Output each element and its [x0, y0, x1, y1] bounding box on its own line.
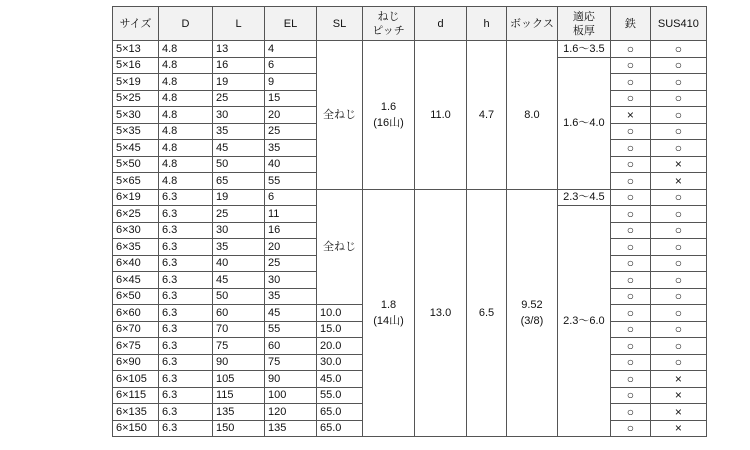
cell-plate-thickness-group5: 1.6〜4.0	[557, 57, 610, 189]
cell-d-outer: 4.8	[159, 41, 213, 58]
cell-d-outer: 6.3	[159, 305, 213, 322]
cell-iron: ○	[610, 420, 650, 437]
cell-el: 135	[265, 420, 317, 437]
cell-el: 11	[265, 206, 317, 223]
cell-iron: ○	[610, 222, 650, 239]
cell-size: 6×30	[113, 222, 159, 239]
cell-el: 60	[265, 338, 317, 355]
cell-iron: ○	[610, 57, 650, 74]
cell-iron: ○	[610, 354, 650, 371]
cell-d-outer: 4.8	[159, 57, 213, 74]
cell-sus410: ○	[650, 206, 706, 223]
cell-d-outer: 6.3	[159, 338, 213, 355]
cell-size: 5×16	[113, 57, 159, 74]
cell-iron: ○	[610, 206, 650, 223]
cell-length: 30	[213, 222, 265, 239]
cell-size: 5×13	[113, 41, 159, 58]
cell-iron: ○	[610, 156, 650, 173]
cell-d-outer: 6.3	[159, 255, 213, 272]
cell-sus410: ×	[650, 371, 706, 388]
cell-size: 6×19	[113, 189, 159, 206]
cell-el: 20	[265, 107, 317, 124]
pitch-threads: (14山)	[373, 314, 404, 327]
cell-d-outer: 6.3	[159, 371, 213, 388]
cell-length: 30	[213, 107, 265, 124]
cell-d-outer: 6.3	[159, 354, 213, 371]
cell-sus410: ○	[650, 123, 706, 140]
cell-length: 75	[213, 338, 265, 355]
cell-size: 5×35	[113, 123, 159, 140]
cell-el: 30	[265, 272, 317, 289]
cell-el: 90	[265, 371, 317, 388]
header-thread-pitch-line1: ねじ	[377, 10, 400, 23]
header-plate-thickness-line2: 板厚	[572, 24, 595, 37]
cell-sus410: ○	[650, 189, 706, 206]
cell-sl: 45.0	[317, 371, 363, 388]
cell-length: 65	[213, 173, 265, 190]
cell-sus410: ○	[650, 354, 706, 371]
header-length: L	[213, 7, 265, 41]
cell-length: 25	[213, 90, 265, 107]
cell-length: 135	[213, 404, 265, 421]
cell-sus410: ○	[650, 140, 706, 157]
cell-iron: ○	[610, 74, 650, 91]
cell-iron: ○	[610, 404, 650, 421]
cell-size: 6×60	[113, 305, 159, 322]
cell-sus410: ○	[650, 41, 706, 58]
cell-sl: 20.0	[317, 338, 363, 355]
cell-sus410: ○	[650, 255, 706, 272]
cell-length: 150	[213, 420, 265, 437]
cell-d-outer: 4.8	[159, 173, 213, 190]
cell-iron: ○	[610, 338, 650, 355]
cell-h-group5: 4.7	[467, 41, 507, 190]
cell-sus410: ○	[650, 74, 706, 91]
cell-sl: 55.0	[317, 387, 363, 404]
header-plate-thickness-line1: 適応	[572, 10, 595, 23]
cell-size: 6×50	[113, 288, 159, 305]
cell-el: 16	[265, 222, 317, 239]
cell-el: 100	[265, 387, 317, 404]
table-row	[113, 189, 707, 206]
cell-el: 35	[265, 288, 317, 305]
cell-sus410: ×	[650, 387, 706, 404]
cell-sus410: ○	[650, 107, 706, 124]
cell-el: 40	[265, 156, 317, 173]
cell-el: 55	[265, 173, 317, 190]
cell-plate-thickness: 2.3〜4.5	[557, 189, 610, 206]
cell-el: 120	[265, 404, 317, 421]
cell-sl: 15.0	[317, 321, 363, 338]
cell-iron: ○	[610, 371, 650, 388]
cell-sus410: ×	[650, 156, 706, 173]
cell-el: 20	[265, 239, 317, 256]
cell-iron: ○	[610, 272, 650, 289]
box-size: 9.52	[521, 298, 543, 311]
cell-el: 25	[265, 255, 317, 272]
cell-sl: 10.0	[317, 305, 363, 322]
cell-size: 5×25	[113, 90, 159, 107]
cell-sl: 65.0	[317, 404, 363, 421]
cell-iron: ○	[610, 90, 650, 107]
box-size-inch: (3/8)	[520, 314, 544, 327]
header-thread-pitch-line2: ピッチ	[372, 24, 405, 37]
cell-size: 6×105	[113, 371, 159, 388]
cell-iron: ○	[610, 288, 650, 305]
cell-iron: ○	[610, 387, 650, 404]
header-thread-pitch	[363, 7, 415, 41]
cell-size: 6×150	[113, 420, 159, 437]
cell-sl-group5: 全ねじ	[317, 41, 363, 190]
cell-d-outer: 6.3	[159, 189, 213, 206]
header-box: ボックス	[507, 7, 558, 41]
pitch-value: 1.8	[380, 298, 397, 311]
header-sl: SL	[317, 7, 363, 41]
cell-d-outer: 6.3	[159, 387, 213, 404]
cell-size: 5×65	[113, 173, 159, 190]
cell-iron: ○	[610, 305, 650, 322]
cell-pitch-group6	[363, 189, 415, 437]
table-row	[113, 41, 707, 58]
cell-iron: ×	[610, 107, 650, 124]
cell-size: 6×90	[113, 354, 159, 371]
header-el: EL	[265, 7, 317, 41]
header-sus410: SUS410	[650, 7, 706, 41]
cell-el: 25	[265, 123, 317, 140]
cell-d-outer: 6.3	[159, 272, 213, 289]
cell-length: 35	[213, 239, 265, 256]
header-size: サイズ	[113, 7, 159, 41]
cell-length: 35	[213, 123, 265, 140]
cell-el: 4	[265, 41, 317, 58]
cell-size: 6×25	[113, 206, 159, 223]
cell-d-outer: 6.3	[159, 206, 213, 223]
cell-length: 40	[213, 255, 265, 272]
cell-d-outer: 4.8	[159, 74, 213, 91]
header-d-outer: D	[159, 7, 213, 41]
cell-length: 25	[213, 206, 265, 223]
cell-el: 9	[265, 74, 317, 91]
cell-el: 55	[265, 321, 317, 338]
cell-sus410: ×	[650, 173, 706, 190]
cell-size: 6×40	[113, 255, 159, 272]
cell-size: 6×35	[113, 239, 159, 256]
cell-sus410: ○	[650, 288, 706, 305]
cell-sl-group6: 全ねじ	[317, 189, 363, 305]
cell-length: 16	[213, 57, 265, 74]
cell-sus410: ×	[650, 404, 706, 421]
cell-d-outer: 6.3	[159, 288, 213, 305]
cell-length: 45	[213, 140, 265, 157]
cell-size: 6×70	[113, 321, 159, 338]
cell-length: 115	[213, 387, 265, 404]
cell-d-outer: 4.8	[159, 107, 213, 124]
cell-iron: ○	[610, 140, 650, 157]
cell-length: 50	[213, 156, 265, 173]
cell-d-outer: 6.3	[159, 222, 213, 239]
cell-length: 19	[213, 74, 265, 91]
cell-length: 105	[213, 371, 265, 388]
cell-d-outer: 4.8	[159, 156, 213, 173]
header-row	[113, 7, 707, 41]
cell-sus410: ○	[650, 57, 706, 74]
cell-el: 75	[265, 354, 317, 371]
cell-box-group6	[507, 189, 558, 437]
cell-el: 35	[265, 140, 317, 157]
cell-length: 45	[213, 272, 265, 289]
cell-length: 19	[213, 189, 265, 206]
cell-sus410: ×	[650, 420, 706, 437]
cell-d-outer: 6.3	[159, 239, 213, 256]
spec-table-container	[112, 6, 707, 437]
cell-el: 45	[265, 305, 317, 322]
cell-length: 13	[213, 41, 265, 58]
cell-h-group6: 6.5	[467, 189, 507, 437]
cell-size: 5×45	[113, 140, 159, 157]
pitch-threads: (16山)	[373, 116, 404, 129]
cell-pitch-group5	[363, 41, 415, 190]
cell-size: 5×19	[113, 74, 159, 91]
cell-el: 6	[265, 57, 317, 74]
header-plate-thickness	[557, 7, 610, 41]
cell-size: 5×30	[113, 107, 159, 124]
cell-sus410: ○	[650, 90, 706, 107]
cell-d-group5: 11.0	[415, 41, 467, 190]
cell-iron: ○	[610, 189, 650, 206]
cell-d-outer: 4.8	[159, 123, 213, 140]
cell-plate-thickness-group6: 2.3〜6.0	[557, 206, 610, 437]
cell-sus410: ○	[650, 222, 706, 239]
cell-sus410: ○	[650, 321, 706, 338]
cell-d-outer: 4.8	[159, 90, 213, 107]
pitch-value: 1.6	[380, 100, 397, 113]
cell-sl: 65.0	[317, 420, 363, 437]
cell-iron: ○	[610, 255, 650, 272]
cell-iron: ○	[610, 41, 650, 58]
cell-iron: ○	[610, 123, 650, 140]
cell-sus410: ○	[650, 239, 706, 256]
cell-size: 6×115	[113, 387, 159, 404]
cell-d-outer: 6.3	[159, 420, 213, 437]
cell-sus410: ○	[650, 272, 706, 289]
cell-el: 15	[265, 90, 317, 107]
cell-size: 6×75	[113, 338, 159, 355]
cell-plate-thickness: 1.6〜3.5	[557, 41, 610, 58]
header-iron: 鉄	[610, 7, 650, 41]
cell-d-outer: 4.8	[159, 140, 213, 157]
cell-size: 6×45	[113, 272, 159, 289]
header-d: d	[415, 7, 467, 41]
screw-spec-table	[112, 6, 707, 437]
cell-d-outer: 6.3	[159, 321, 213, 338]
cell-iron: ○	[610, 239, 650, 256]
cell-el: 6	[265, 189, 317, 206]
cell-d-group6: 13.0	[415, 189, 467, 437]
cell-sus410: ○	[650, 338, 706, 355]
cell-length: 90	[213, 354, 265, 371]
cell-sus410: ○	[650, 305, 706, 322]
cell-size: 5×50	[113, 156, 159, 173]
cell-box-group5: 8.0	[507, 41, 558, 190]
cell-sl: 30.0	[317, 354, 363, 371]
cell-iron: ○	[610, 321, 650, 338]
cell-length: 60	[213, 305, 265, 322]
cell-iron: ○	[610, 173, 650, 190]
cell-size: 6×135	[113, 404, 159, 421]
cell-length: 50	[213, 288, 265, 305]
cell-d-outer: 6.3	[159, 404, 213, 421]
header-h: h	[467, 7, 507, 41]
cell-length: 70	[213, 321, 265, 338]
